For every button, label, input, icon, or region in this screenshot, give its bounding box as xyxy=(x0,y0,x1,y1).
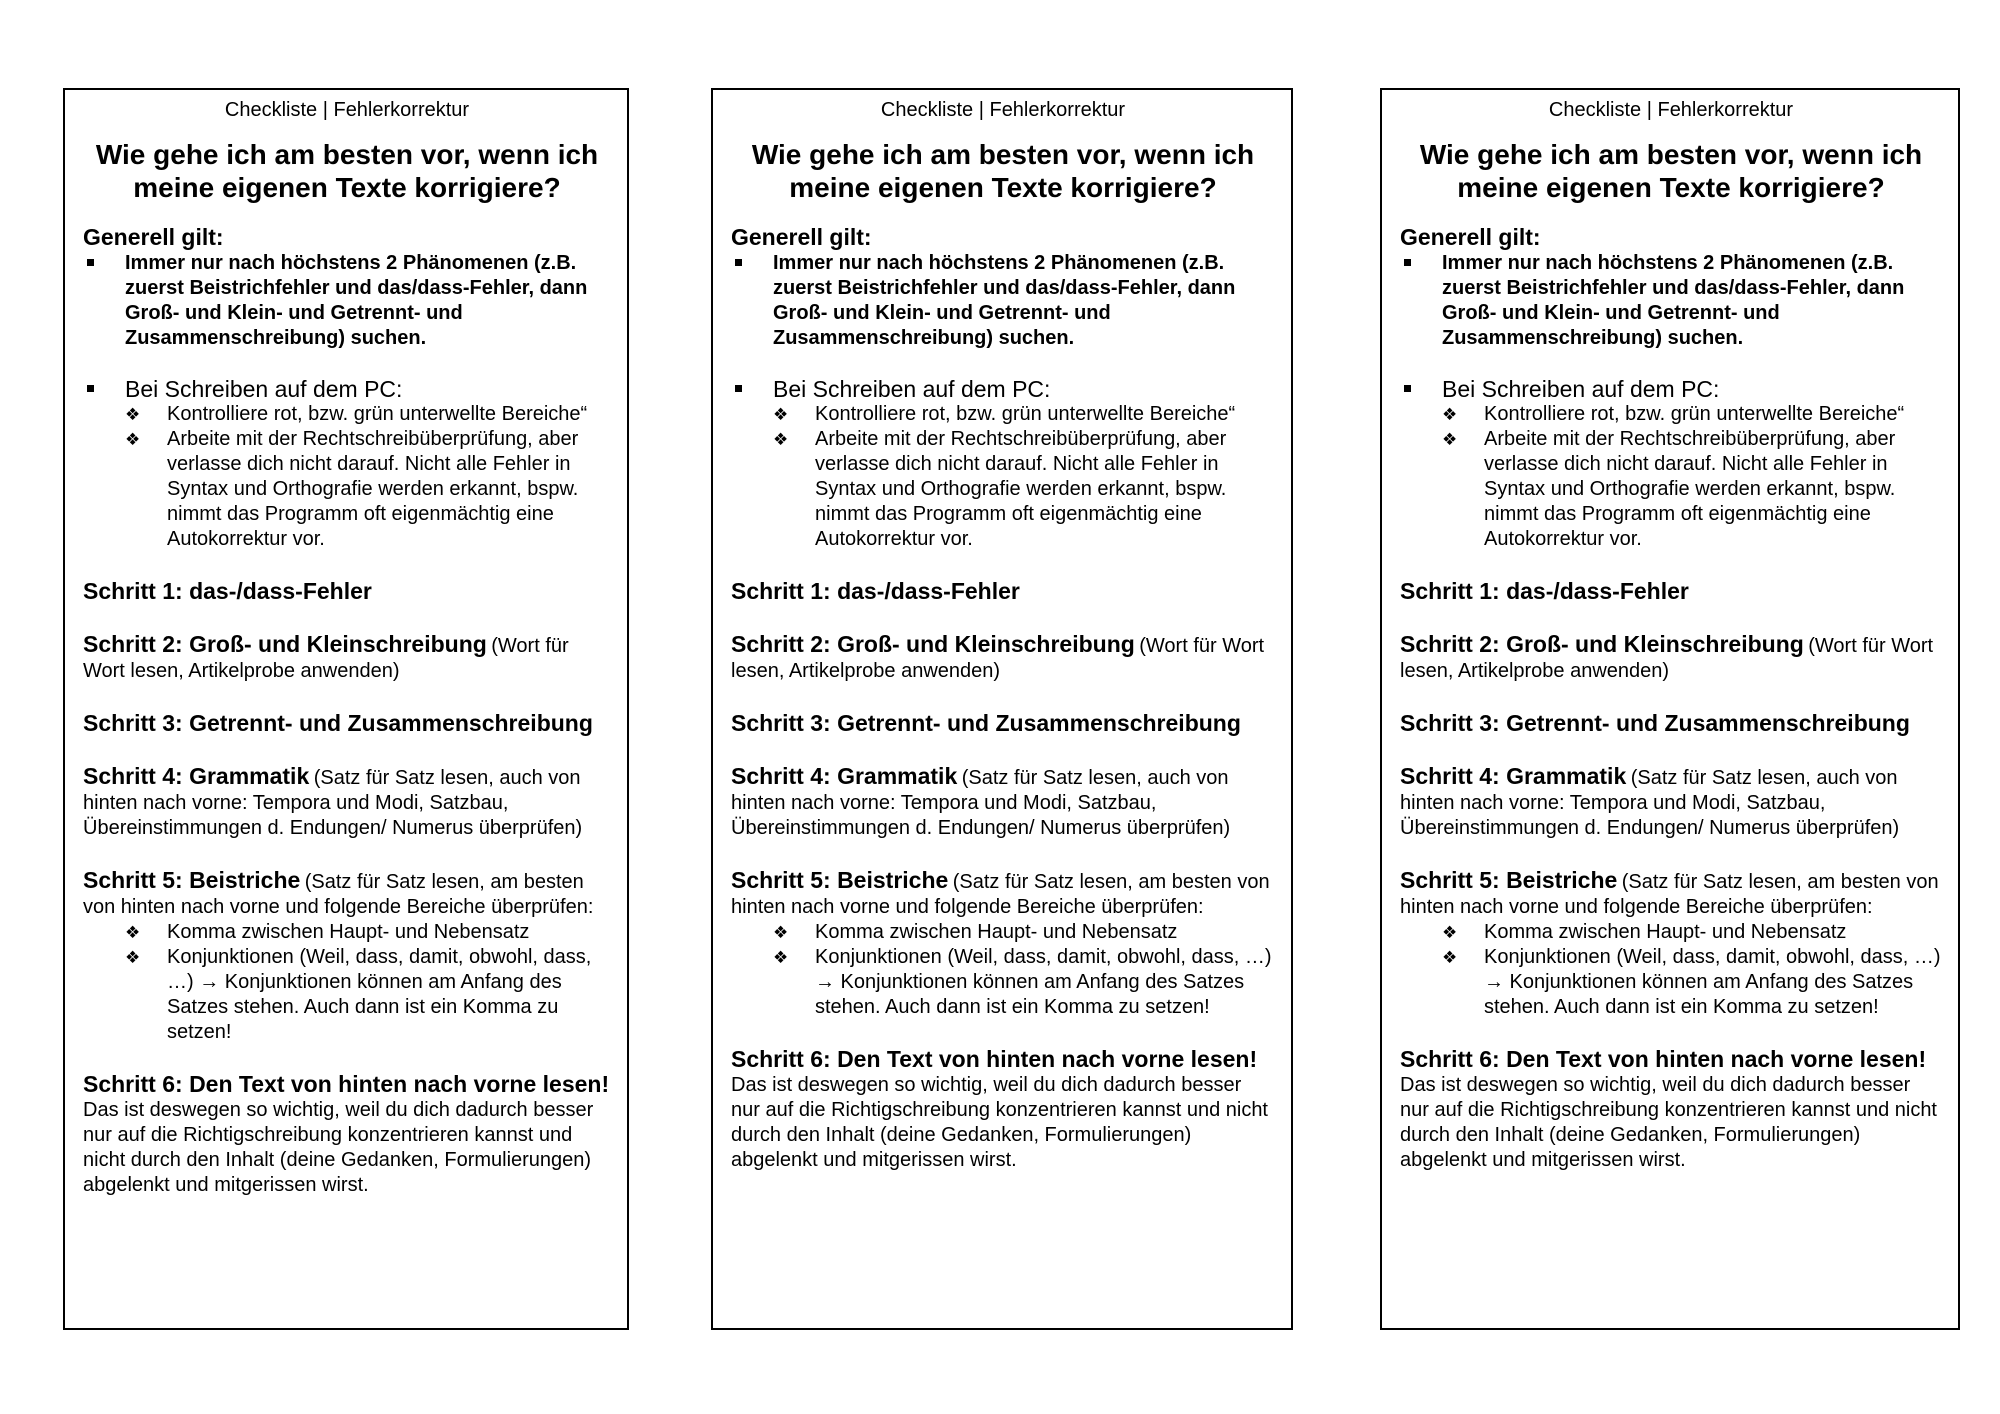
step-2 xyxy=(731,631,1275,684)
step-5-sub-item xyxy=(773,920,1275,945)
pc-item-text: Bei Schreiben auf dem PC: xyxy=(125,376,403,402)
diamond-bullet-icon: ❖ xyxy=(773,405,789,424)
card-header: Checkliste | Fehlerkorrektur xyxy=(880,99,1126,121)
card-title: Wie gehe ich am besten vor, wenn ich meine eigenen Texte korrigiere? xyxy=(95,139,599,203)
diamond-bullet-icon: ❖ xyxy=(773,923,789,942)
step-6-desc: Das ist deswegen so wichtig, weil du dich dadurch besser nur auf die Richtigschreibung konzentrieren kannst und nicht durch den Inhalt (deine Gedanken, Formulierungen) abgelenkt und mitgerissen wirst. xyxy=(1400,1074,1937,1171)
pc-sub-item xyxy=(125,427,611,552)
pc-sub-text: Kontrolliere rot, bzw. grün unterwellte Bereiche“ xyxy=(167,403,588,425)
pc-sub-text: Arbeite mit der Rechtschreibüberprüfung, aber verlasse dich nicht darauf. Nicht alle Fehler in Syntax und Orthografie werden erkannt, bspw. nimmt das Programm oft eigenmächtig eine Autokorrektur vor. xyxy=(1484,428,1896,550)
step-2-title: Schritt 2: Groß- und Kleinschreibung xyxy=(83,631,487,657)
card-title: Wie gehe ich am besten vor, wenn ich meine eigenen Texte korrigiere? xyxy=(751,139,1255,203)
step-5-sub-item xyxy=(1442,945,1942,1020)
general-heading: Generell gilt: xyxy=(1400,224,1541,250)
step-6-title: Schritt 6: Den Text von hinten nach vorne lesen! xyxy=(83,1071,610,1097)
step-1-title: Schritt 1: das-/dass-Fehler xyxy=(83,578,372,604)
step-4-desc: (Satz für Satz lesen, auch von hinten nach vorne: Tempora und Modi, Satzbau, Übereinstimmungen d. Endungen/ Numerus überprüfen) xyxy=(83,767,583,839)
general-rule-text: Immer nur nach höchstens 2 Phänomenen (z.B. zuerst Beistrichfehler und das/dass-Fehler, dann Groß- und Klein- und Getrennt- und Zusammenschreibung) suchen. xyxy=(773,252,1236,349)
step-5-sub-text: Komma zwischen Haupt- und Nebensatz xyxy=(815,921,1178,943)
step-5-desc: (Satz für Satz lesen, am besten von hinten nach vorne und folgende Bereiche überprüfen: xyxy=(83,871,594,918)
pc-sub-item xyxy=(1442,402,1942,427)
pc-sub-text: Kontrolliere rot, bzw. grün unterwellte Bereiche“ xyxy=(1484,403,1905,425)
pc-sub-item xyxy=(773,427,1275,552)
step-5-sub-text: Komma zwischen Haupt- und Nebensatz xyxy=(167,921,530,943)
diamond-bullet-icon: ❖ xyxy=(125,405,141,424)
step-4-title: Schritt 4: Grammatik xyxy=(83,763,310,789)
step-3 xyxy=(1400,710,1942,737)
diamond-bullet-icon: ❖ xyxy=(1442,430,1458,449)
step-1 xyxy=(731,578,1275,605)
pc-sub-item xyxy=(1442,427,1942,552)
step-2-title: Schritt 2: Groß- und Kleinschreibung xyxy=(731,631,1135,657)
diamond-bullet-icon: ❖ xyxy=(125,430,141,449)
general-rule-item xyxy=(83,251,611,351)
step-3-title: Schritt 3: Getrennt- und Zusammenschreibung xyxy=(83,710,593,736)
pc-item-text: Bei Schreiben auf dem PC: xyxy=(1442,376,1720,402)
card-header: Checkliste | Fehlerkorrektur xyxy=(224,99,470,121)
step-1 xyxy=(83,578,611,605)
checklist-card-3 xyxy=(1380,88,1960,1330)
step-2 xyxy=(83,631,611,684)
step-4 xyxy=(731,763,1275,841)
square-bullet-icon xyxy=(731,377,773,402)
general-heading: Generell gilt: xyxy=(83,224,224,250)
step-2-desc: (Wort für Wort lesen, Artikelprobe anwenden) xyxy=(83,635,569,682)
diamond-bullet-icon: ❖ xyxy=(1442,405,1458,424)
step-5-sub-text: Konjunktionen (Weil, dass, damit, obwohl, dass, …) → Konjunktionen können am Anfang des Satzes stehen. Auch dann ist ein Komma zu setzen! xyxy=(1484,946,1941,1018)
step-5-sub-item xyxy=(1442,920,1942,945)
step-4-title: Schritt 4: Grammatik xyxy=(731,763,958,789)
general-rule-item xyxy=(1400,251,1942,351)
step-1-title: Schritt 1: das-/dass-Fehler xyxy=(731,578,1020,604)
pc-sub-text: Kontrolliere rot, bzw. grün unterwellte Bereiche“ xyxy=(815,403,1236,425)
diamond-bullet-icon: ❖ xyxy=(773,430,789,449)
step-5-title: Schritt 5: Beistriche xyxy=(1400,867,1618,893)
step-5-title: Schritt 5: Beistriche xyxy=(83,867,301,893)
card-title: Wie gehe ich am besten vor, wenn ich meine eigenen Texte korrigiere? xyxy=(1419,139,1923,203)
diamond-bullet-icon: ❖ xyxy=(1442,948,1458,967)
step-5-desc: (Satz für Satz lesen, am besten von hinten nach vorne und folgende Bereiche überprüfen: xyxy=(1400,871,1939,918)
step-2-title: Schritt 2: Groß- und Kleinschreibung xyxy=(1400,631,1804,657)
general-heading: Generell gilt: xyxy=(731,224,872,250)
checklist-card-1 xyxy=(63,88,629,1330)
square-bullet-icon xyxy=(83,377,125,402)
step-6 xyxy=(731,1046,1275,1173)
diamond-bullet-icon: ❖ xyxy=(773,948,789,967)
step-5-desc: (Satz für Satz lesen, am besten von hinten nach vorne und folgende Bereiche überprüfen: xyxy=(731,871,1270,918)
step-5-sub-text: Komma zwischen Haupt- und Nebensatz xyxy=(1484,921,1847,943)
diamond-bullet-icon: ❖ xyxy=(125,923,141,942)
step-3 xyxy=(731,710,1275,737)
card-header: Checkliste | Fehlerkorrektur xyxy=(1548,99,1794,121)
step-6-desc: Das ist deswegen so wichtig, weil du dich dadurch besser nur auf die Richtigschreibung konzentrieren kannst und nicht durch den Inhalt (deine Gedanken, Formulierungen) abgelenkt und mitgerissen wirst. xyxy=(83,1099,594,1196)
step-5-sub-text: Konjunktionen (Weil, dass, damit, obwohl, dass, …) → Konjunktionen können am Anfang des Satzes stehen. Auch dann ist ein Komma zu setzen! xyxy=(167,946,592,1043)
pc-item xyxy=(83,377,611,402)
step-5 xyxy=(83,867,611,920)
checklist-card-2 xyxy=(711,88,1293,1330)
step-4-title: Schritt 4: Grammatik xyxy=(1400,763,1627,789)
general-rule-text: Immer nur nach höchstens 2 Phänomenen (z.B. zuerst Beistrichfehler und das/dass-Fehler, dann Groß- und Klein- und Getrennt- und Zusammenschreibung) suchen. xyxy=(1442,252,1905,349)
step-5-sub-item xyxy=(125,945,611,1045)
step-6 xyxy=(83,1071,611,1198)
diamond-bullet-icon: ❖ xyxy=(1442,923,1458,942)
step-5-title: Schritt 5: Beistriche xyxy=(731,867,949,893)
step-4-desc: (Satz für Satz lesen, auch von hinten nach vorne: Tempora und Modi, Satzbau, Übereinstimmungen d. Endungen/ Numerus überprüfen) xyxy=(731,767,1231,839)
step-3-title: Schritt 3: Getrennt- und Zusammenschreibung xyxy=(1400,710,1910,736)
step-6-desc: Das ist deswegen so wichtig, weil du dich dadurch besser nur auf die Richtigschreibung konzentrieren kannst und nicht durch den Inhalt (deine Gedanken, Formulierungen) abgelenkt und mitgerissen wirst. xyxy=(731,1074,1268,1171)
step-6 xyxy=(1400,1046,1942,1173)
diamond-bullet-icon: ❖ xyxy=(125,948,141,967)
step-6-title: Schritt 6: Den Text von hinten nach vorne lesen! xyxy=(1400,1046,1927,1072)
step-3-title: Schritt 3: Getrennt- und Zusammenschreibung xyxy=(731,710,1241,736)
square-bullet-icon xyxy=(1400,251,1442,276)
step-4 xyxy=(1400,763,1942,841)
step-5-sub-text: Konjunktionen (Weil, dass, damit, obwohl, dass, …) → Konjunktionen können am Anfang des Satzes stehen. Auch dann ist ein Komma zu setzen! xyxy=(815,946,1272,1018)
pc-item xyxy=(731,377,1275,402)
square-bullet-icon xyxy=(1400,377,1442,402)
step-5 xyxy=(1400,867,1942,920)
step-1 xyxy=(1400,578,1942,605)
step-2 xyxy=(1400,631,1942,684)
pc-sub-item xyxy=(125,402,611,427)
step-6-title: Schritt 6: Den Text von hinten nach vorne lesen! xyxy=(731,1046,1258,1072)
pc-item-text: Bei Schreiben auf dem PC: xyxy=(773,376,1051,402)
step-5-sub-item xyxy=(773,945,1275,1020)
step-5 xyxy=(731,867,1275,920)
step-1-title: Schritt 1: das-/dass-Fehler xyxy=(1400,578,1689,604)
pc-item xyxy=(1400,377,1942,402)
pc-sub-text: Arbeite mit der Rechtschreibüberprüfung, aber verlasse dich nicht darauf. Nicht alle Fehler in Syntax und Orthografie werden erkannt, bspw. nimmt das Programm oft eigenmächtig eine Autokorrektur vor. xyxy=(815,428,1227,550)
general-rule-item xyxy=(731,251,1275,351)
square-bullet-icon xyxy=(731,251,773,276)
step-4-desc: (Satz für Satz lesen, auch von hinten nach vorne: Tempora und Modi, Satzbau, Übereinstimmungen d. Endungen/ Numerus überprüfen) xyxy=(1400,767,1900,839)
step-2-desc: (Wort für Wort lesen, Artikelprobe anwenden) xyxy=(1400,635,1934,682)
pc-sub-text: Arbeite mit der Rechtschreibüberprüfung, aber verlasse dich nicht darauf. Nicht alle Fehler in Syntax und Orthografie werden erkannt, bspw. nimmt das Programm oft eigenmächtig eine Autokorrektur vor. xyxy=(167,428,579,550)
step-4 xyxy=(83,763,611,841)
pc-sub-item xyxy=(773,402,1275,427)
step-2-desc: (Wort für Wort lesen, Artikelprobe anwenden) xyxy=(731,635,1265,682)
square-bullet-icon xyxy=(83,251,125,276)
general-rule-text: Immer nur nach höchstens 2 Phänomenen (z.B. zuerst Beistrichfehler und das/dass-Fehler, dann Groß- und Klein- und Getrennt- und Zusammenschreibung) suchen. xyxy=(125,252,588,349)
step-3 xyxy=(83,710,611,737)
step-5-sub-item xyxy=(125,920,611,945)
